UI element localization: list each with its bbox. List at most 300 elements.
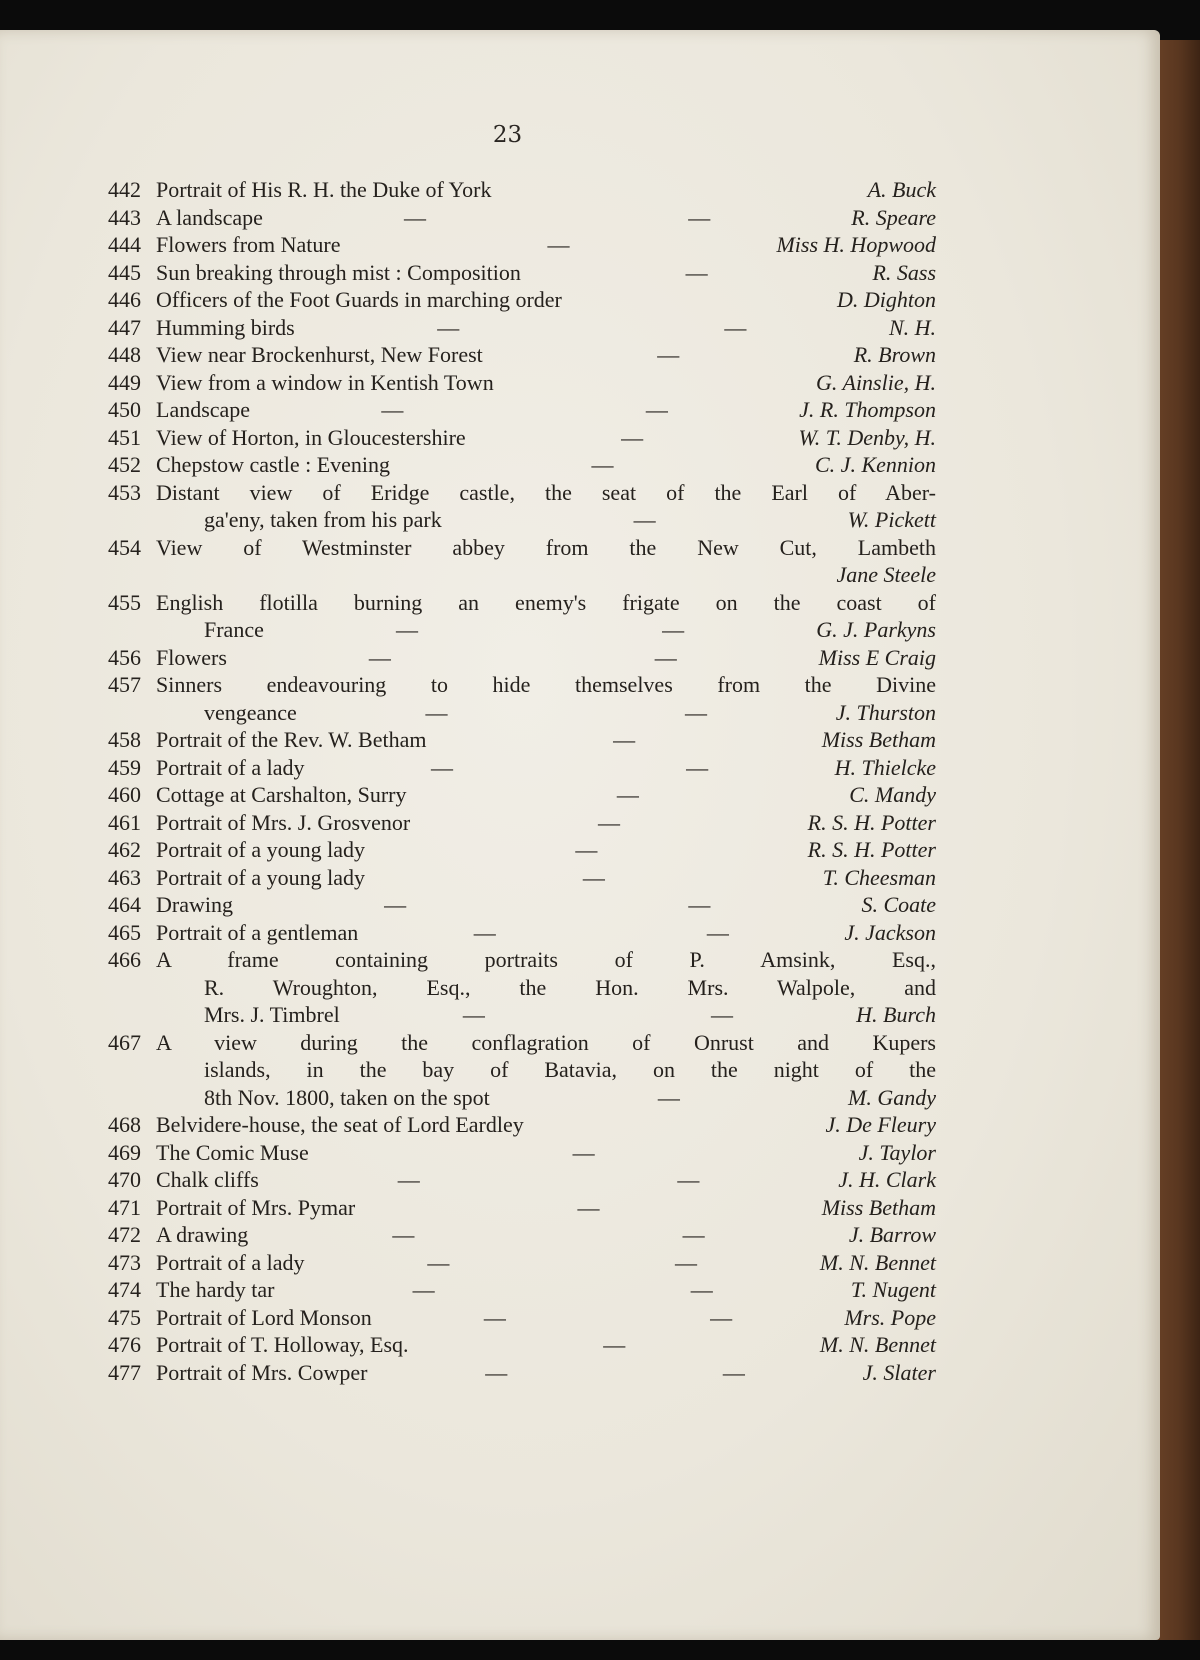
dash-mark: — bbox=[662, 617, 685, 642]
catalogue-entry bbox=[108, 1221, 936, 1249]
dash-leaders bbox=[309, 1139, 859, 1167]
entry-number: 465 bbox=[108, 919, 141, 945]
entry-artist: T. Nugent bbox=[850, 1277, 936, 1302]
dash-mark: — bbox=[483, 1304, 506, 1330]
dash-mark: — bbox=[603, 1332, 626, 1357]
entry-line bbox=[156, 396, 936, 424]
entry-artist: J. R. Thompson bbox=[799, 397, 936, 422]
dash-mark: — bbox=[633, 507, 656, 532]
entry-title: Belvidere-house, the seat of Lord Eardley bbox=[156, 1112, 524, 1137]
entry-number: 470 bbox=[108, 1167, 141, 1192]
entry-title: Cottage at Carshalton, Surry bbox=[156, 782, 407, 807]
entry-body bbox=[156, 314, 936, 342]
entry-body bbox=[156, 341, 936, 369]
dash-mark: — bbox=[722, 1359, 745, 1385]
dash-mark: — bbox=[575, 837, 598, 862]
entry-body bbox=[156, 671, 936, 726]
entry-title: Chalk cliffs bbox=[156, 1167, 259, 1192]
dash-mark: — bbox=[485, 1359, 508, 1385]
entry-line bbox=[156, 176, 936, 204]
entry-artist: J. De Fleury bbox=[825, 1112, 936, 1137]
entry-artist: J. Barrow bbox=[848, 1222, 936, 1247]
entry-line bbox=[156, 424, 936, 452]
entry-line bbox=[156, 534, 936, 562]
dash-mark: — bbox=[688, 892, 711, 917]
dash-leaders bbox=[250, 396, 799, 424]
dash-leaders bbox=[341, 231, 777, 259]
entry-line bbox=[156, 781, 936, 809]
entry-number: 442 bbox=[108, 177, 141, 202]
entry-line bbox=[156, 1359, 936, 1387]
entry-number: 445 bbox=[108, 259, 141, 285]
entry-number: 476 bbox=[108, 1332, 141, 1357]
entry-number: 461 bbox=[108, 809, 141, 835]
entry-title: Portrait of T. Holloway, Esq. bbox=[156, 1332, 409, 1357]
entry-title: Portrait of a lady bbox=[156, 1249, 305, 1275]
entry-artist: A. Buck bbox=[867, 177, 936, 202]
dash-leaders bbox=[426, 726, 821, 754]
entry-title-line2: islands, in the bay of Batavia, on the night of the bbox=[204, 1057, 936, 1082]
entry-number: 463 bbox=[108, 864, 141, 890]
entry-body bbox=[156, 534, 936, 589]
dash-leaders bbox=[227, 644, 819, 672]
entry-line bbox=[156, 1304, 936, 1332]
entry-line bbox=[156, 644, 936, 672]
entry-line bbox=[156, 231, 936, 259]
entry-title: Flowers bbox=[156, 644, 227, 670]
entry-body bbox=[156, 424, 936, 452]
entry-title-line1: English flotilla burning an enemy's frigate on the coast of bbox=[156, 589, 936, 615]
entry-line bbox=[156, 1056, 936, 1084]
entry-line bbox=[156, 589, 936, 617]
catalogue-entry bbox=[108, 1331, 936, 1359]
entry-number: 443 bbox=[108, 204, 141, 230]
entry-number: 446 bbox=[108, 287, 141, 312]
entry-number: 468 bbox=[108, 1112, 141, 1137]
dash-mark: — bbox=[577, 1194, 600, 1220]
entry-title: Sun breaking through mist : Composition bbox=[156, 259, 521, 285]
entry-number: 472 bbox=[108, 1222, 141, 1247]
entry-title: The hardy tar bbox=[156, 1277, 275, 1302]
entry-artist: Miss Betham bbox=[821, 1194, 936, 1220]
catalogue-entry bbox=[108, 1139, 936, 1167]
dash-mark: — bbox=[685, 259, 708, 285]
entry-artist: J. Slater bbox=[862, 1359, 936, 1385]
dash-leaders bbox=[483, 341, 854, 369]
entry-line bbox=[156, 204, 936, 232]
dash-mark: — bbox=[582, 864, 605, 890]
catalogue-entry bbox=[108, 809, 936, 837]
dash-leaders bbox=[365, 864, 823, 892]
dash-mark: — bbox=[395, 617, 418, 642]
catalogue-entry bbox=[108, 341, 936, 369]
entry-line bbox=[156, 671, 936, 699]
catalogue-entry bbox=[108, 1276, 936, 1304]
catalogue-entry bbox=[108, 1194, 936, 1222]
entry-line bbox=[156, 314, 936, 342]
entry-number: 455 bbox=[108, 589, 141, 615]
entry-number: 460 bbox=[108, 782, 141, 807]
entry-artist: Miss H. Hopwood bbox=[776, 232, 936, 257]
catalogue-entry bbox=[108, 919, 936, 947]
dash-mark: — bbox=[616, 782, 639, 807]
dash-leaders bbox=[410, 809, 807, 837]
entry-number: 469 bbox=[108, 1139, 141, 1165]
catalogue-entry bbox=[108, 204, 936, 232]
dash-leaders bbox=[372, 1304, 845, 1332]
dash-mark: — bbox=[381, 397, 404, 422]
entry-body bbox=[156, 1029, 936, 1112]
entry-title: Portrait of a young lady bbox=[156, 864, 365, 890]
entry-body bbox=[156, 1304, 936, 1332]
entry-line bbox=[156, 259, 936, 287]
entry-body bbox=[156, 1276, 936, 1304]
entry-body bbox=[156, 589, 936, 644]
dash-leaders bbox=[442, 506, 848, 534]
entry-artist: R. S. H. Potter bbox=[807, 809, 936, 835]
entry-title-line2: France bbox=[204, 617, 264, 642]
catalogue-entry bbox=[108, 589, 936, 644]
entry-body bbox=[156, 1359, 936, 1387]
entry-body bbox=[156, 396, 936, 424]
dash-leaders bbox=[367, 1359, 862, 1387]
entry-title-line2: ga'eny, taken from his park bbox=[204, 507, 442, 532]
entry-line bbox=[156, 864, 936, 892]
dash-mark: — bbox=[688, 204, 711, 230]
catalogue-entry bbox=[108, 891, 936, 919]
dash-mark: — bbox=[724, 314, 747, 340]
dash-leaders bbox=[248, 1221, 849, 1249]
entry-line bbox=[156, 1139, 936, 1167]
dash-mark: — bbox=[597, 809, 620, 835]
entry-line bbox=[156, 891, 936, 919]
dash-mark: — bbox=[682, 1222, 705, 1247]
entry-artist: D. Dighton bbox=[837, 287, 936, 312]
entry-title: View near Brockenhurst, New Forest bbox=[156, 342, 483, 367]
entry-line bbox=[156, 1221, 936, 1249]
entry-title: Portrait of Lord Monson bbox=[156, 1304, 372, 1330]
entry-line bbox=[156, 809, 936, 837]
catalogue-entry bbox=[108, 286, 936, 314]
entry-title: Portrait of Mrs. Cowper bbox=[156, 1359, 368, 1385]
entry-artist: Miss E Craig bbox=[818, 644, 936, 670]
catalogue-entry bbox=[108, 946, 936, 1029]
entry-body bbox=[156, 754, 936, 782]
catalogue-entry bbox=[108, 534, 936, 589]
entry-artist: C. J. Kennion bbox=[815, 452, 936, 477]
entry-artist: M. N. Bennet bbox=[819, 1249, 936, 1275]
entry-title: Portrait of a young lady bbox=[156, 837, 365, 862]
entry-body bbox=[156, 1139, 936, 1167]
entry-body bbox=[156, 1111, 936, 1139]
catalogue-entry bbox=[108, 176, 936, 204]
entry-title-line1: Distant view of Eridge castle, the seat of the Earl of Aber- bbox=[156, 479, 936, 505]
entry-body bbox=[156, 919, 936, 947]
dash-mark: — bbox=[657, 342, 680, 367]
page-number: 23 bbox=[492, 122, 523, 148]
entry-title-line1: A frame containing portraits of P. Amsink, Esq., bbox=[156, 947, 936, 972]
catalogue-entry bbox=[108, 424, 936, 452]
entry-body bbox=[156, 259, 936, 287]
entry-artist: M. Gandy bbox=[848, 1084, 936, 1110]
entry-body bbox=[156, 1331, 936, 1359]
entry-artist: C. Mandy bbox=[849, 782, 936, 807]
dash-mark: — bbox=[462, 1002, 485, 1027]
catalogue-entry bbox=[108, 369, 936, 397]
book-page bbox=[0, 30, 1160, 1640]
entry-title-line2: R. Wroughton, Esq., the Hon. Mrs. Walpole, and bbox=[204, 974, 936, 1000]
entry-title-line1: View of Westminster abbey from the New Cut, Lambeth bbox=[156, 534, 936, 560]
entry-body bbox=[156, 1249, 936, 1277]
entry-number: 448 bbox=[108, 342, 141, 367]
entry-number: 458 bbox=[108, 727, 141, 752]
dash-leaders bbox=[259, 1166, 838, 1194]
entry-line bbox=[156, 506, 936, 534]
entry-number: 451 bbox=[108, 424, 141, 450]
catalogue-entry bbox=[108, 396, 936, 424]
entry-title: Portrait of a lady bbox=[156, 754, 305, 780]
entry-title: Portrait of Mrs. J. Grosvenor bbox=[156, 809, 411, 835]
dash-mark: — bbox=[645, 397, 668, 422]
entry-body bbox=[156, 286, 936, 314]
entry-artist: R. Brown bbox=[853, 342, 936, 367]
dash-mark: — bbox=[677, 1167, 700, 1192]
dash-mark: — bbox=[657, 1084, 680, 1110]
entry-title-line3: 8th Nov. 1800, taken on the spot bbox=[204, 1084, 490, 1110]
catalogue-entry bbox=[108, 781, 936, 809]
catalogue-entry bbox=[108, 864, 936, 892]
entry-number: 457 bbox=[108, 672, 141, 697]
entry-line bbox=[156, 946, 936, 974]
entry-line bbox=[156, 974, 936, 1002]
entry-artist: W. T. Denby, H. bbox=[798, 424, 936, 450]
entry-title: Portrait of His R. H. the Duke of York bbox=[156, 177, 492, 202]
entry-title-line1: Sinners endeavouring to hide themselves from the Divine bbox=[156, 672, 936, 697]
dash-mark: — bbox=[686, 754, 709, 780]
entry-line bbox=[156, 479, 936, 507]
entry-number: 450 bbox=[108, 397, 141, 422]
entry-body bbox=[156, 864, 936, 892]
dash-leaders bbox=[263, 204, 851, 232]
entry-line bbox=[156, 1001, 936, 1029]
dash-mark: — bbox=[711, 1002, 734, 1027]
dash-leaders bbox=[358, 919, 844, 947]
entry-title: Officers of the Foot Guards in marching order bbox=[156, 287, 562, 312]
dash-leaders bbox=[407, 781, 850, 809]
catalogue-entry bbox=[108, 726, 936, 754]
entry-line bbox=[156, 1331, 936, 1359]
entry-line bbox=[156, 919, 936, 947]
catalogue-entry bbox=[108, 754, 936, 782]
dash-mark: — bbox=[368, 644, 391, 670]
entry-body bbox=[156, 1194, 936, 1222]
entry-artist: J. H. Clark bbox=[838, 1167, 936, 1192]
entry-body bbox=[156, 644, 936, 672]
entry-title: Landscape bbox=[156, 397, 251, 422]
dash-mark: — bbox=[547, 232, 570, 257]
entry-body bbox=[156, 204, 936, 232]
entry-artist: R. Sass bbox=[872, 259, 936, 285]
entry-title-line2: vengeance bbox=[204, 699, 297, 725]
entry-line bbox=[156, 1084, 936, 1112]
entry-number: 452 bbox=[108, 452, 141, 477]
entry-title: View of Horton, in Gloucestershire bbox=[156, 424, 466, 450]
dash-leaders bbox=[264, 616, 816, 644]
entry-number: 447 bbox=[108, 314, 141, 340]
dash-mark: — bbox=[384, 892, 407, 917]
dash-leaders bbox=[275, 1276, 851, 1304]
entry-number: 462 bbox=[108, 837, 141, 862]
catalogue-entry bbox=[108, 451, 936, 479]
dash-mark: — bbox=[473, 919, 496, 945]
entry-artist: J. Thurston bbox=[835, 699, 936, 725]
entry-artist: M. N. Bennet bbox=[819, 1332, 936, 1357]
dash-leaders bbox=[490, 1084, 848, 1112]
catalogue-entry bbox=[108, 1029, 936, 1112]
entry-title: Portrait of a gentleman bbox=[156, 919, 359, 945]
entry-body bbox=[156, 726, 936, 754]
entry-body bbox=[156, 1221, 936, 1249]
entry-line bbox=[156, 1166, 936, 1194]
catalogue-entry bbox=[108, 1249, 936, 1277]
dash-leaders bbox=[466, 424, 799, 452]
catalogue-entry bbox=[108, 644, 936, 672]
entry-title: View from a window in Kentish Town bbox=[156, 369, 494, 395]
entry-line bbox=[156, 1249, 936, 1277]
entry-artist: G. J. Parkyns bbox=[816, 617, 936, 642]
entry-artist: Miss Betham bbox=[821, 727, 936, 752]
entry-body bbox=[156, 946, 936, 1029]
entry-title-line3: Mrs. J. Timbrel bbox=[204, 1002, 340, 1027]
entry-title: Portrait of Mrs. Pymar bbox=[156, 1194, 356, 1220]
entry-number: 474 bbox=[108, 1277, 141, 1302]
dash-mark: — bbox=[392, 1222, 415, 1247]
dash-mark: — bbox=[591, 452, 614, 477]
entry-title: A landscape bbox=[156, 204, 263, 230]
entry-number: 449 bbox=[108, 369, 141, 395]
dash-leaders bbox=[521, 259, 873, 287]
dash-mark: — bbox=[427, 1249, 450, 1275]
entry-artist: S. Coate bbox=[861, 892, 936, 917]
entry-title: Chepstow castle : Evening bbox=[156, 452, 391, 477]
entry-body bbox=[156, 451, 936, 479]
catalogue-entry bbox=[108, 314, 936, 342]
catalogue-entry bbox=[108, 1304, 936, 1332]
dash-leaders bbox=[233, 891, 861, 919]
entry-title: Portrait of the Rev. W. Betham bbox=[156, 727, 427, 752]
dash-mark: — bbox=[654, 644, 677, 670]
dash-mark: — bbox=[404, 204, 426, 230]
entry-body bbox=[156, 891, 936, 919]
entry-body bbox=[156, 781, 936, 809]
dash-leaders bbox=[304, 754, 834, 782]
entry-title: Flowers from Nature bbox=[156, 232, 341, 257]
entry-title: The Comic Muse bbox=[156, 1139, 309, 1165]
catalogue-entry bbox=[108, 1166, 936, 1194]
entry-artist: H. Thielcke bbox=[834, 754, 936, 780]
entry-line bbox=[156, 451, 936, 479]
entry-number: 444 bbox=[108, 232, 141, 257]
dash-mark: — bbox=[690, 1277, 713, 1302]
dash-mark: — bbox=[437, 314, 460, 340]
catalogue-entry bbox=[108, 671, 936, 726]
entry-line bbox=[156, 616, 936, 644]
dash-mark: — bbox=[572, 1139, 595, 1165]
dash-mark: — bbox=[613, 727, 636, 752]
entry-number: 456 bbox=[108, 644, 141, 670]
entry-title: Humming birds bbox=[156, 314, 295, 340]
entry-number: 466 bbox=[108, 947, 141, 972]
entry-number: 459 bbox=[108, 754, 141, 780]
entry-number: 453 bbox=[108, 479, 141, 505]
dash-mark: — bbox=[425, 699, 448, 725]
entry-number: 454 bbox=[108, 534, 141, 560]
entry-artist: R. S. H. Potter bbox=[807, 837, 936, 862]
entry-line bbox=[156, 286, 936, 314]
dash-mark: — bbox=[706, 919, 729, 945]
entry-artist: Mrs. Pope bbox=[844, 1304, 936, 1330]
dash-leaders bbox=[409, 1331, 820, 1359]
entry-artist: J. Jackson bbox=[844, 919, 936, 945]
entry-body bbox=[156, 809, 936, 837]
entry-line bbox=[156, 1194, 936, 1222]
catalogue-entry bbox=[108, 231, 936, 259]
entry-line bbox=[156, 836, 936, 864]
entry-line bbox=[156, 699, 936, 727]
entry-artist: Jane Steele bbox=[836, 562, 936, 587]
dash-leaders bbox=[304, 1249, 819, 1277]
entry-number: 464 bbox=[108, 892, 141, 917]
dash-leaders bbox=[297, 699, 836, 727]
entry-artist: T. Cheesman bbox=[822, 864, 936, 890]
dash-leaders bbox=[295, 314, 889, 342]
entry-number: 475 bbox=[108, 1304, 141, 1330]
entry-line bbox=[156, 369, 936, 397]
catalogue-entry bbox=[108, 1359, 936, 1387]
catalogue-entry bbox=[108, 259, 936, 287]
entry-artist: W. Pickett bbox=[847, 507, 936, 532]
entry-line bbox=[156, 1029, 936, 1057]
entry-number: 473 bbox=[108, 1249, 141, 1275]
entry-number: 467 bbox=[108, 1029, 141, 1055]
entry-line bbox=[156, 341, 936, 369]
catalogue-entry bbox=[108, 479, 936, 534]
entry-body bbox=[156, 231, 936, 259]
dash-leaders bbox=[365, 836, 808, 864]
entry-body bbox=[156, 1166, 936, 1194]
entry-line bbox=[156, 1111, 936, 1139]
dash-mark: — bbox=[621, 424, 644, 450]
entry-title-line1: A view during the conflagration of Onrust and Kupers bbox=[156, 1029, 936, 1055]
entry-body bbox=[156, 479, 936, 534]
catalogue-list bbox=[108, 176, 936, 1386]
entry-line bbox=[156, 754, 936, 782]
catalogue-entry bbox=[108, 1111, 936, 1139]
dash-leaders bbox=[355, 1194, 822, 1222]
entry-artist: G. Ainslie, H. bbox=[816, 369, 936, 395]
entry-title: Drawing bbox=[156, 892, 233, 917]
dash-mark: — bbox=[431, 754, 453, 780]
entry-line bbox=[156, 726, 936, 754]
entry-title: A drawing bbox=[156, 1222, 249, 1247]
dash-mark: — bbox=[397, 1167, 420, 1192]
entry-artist: J. Taylor bbox=[858, 1139, 936, 1165]
entry-body bbox=[156, 369, 936, 397]
entry-number: 471 bbox=[108, 1194, 141, 1220]
entry-artist: H. Burch bbox=[856, 1002, 936, 1027]
entry-artist: R. Speare bbox=[851, 204, 936, 230]
dash-mark: — bbox=[710, 1304, 733, 1330]
